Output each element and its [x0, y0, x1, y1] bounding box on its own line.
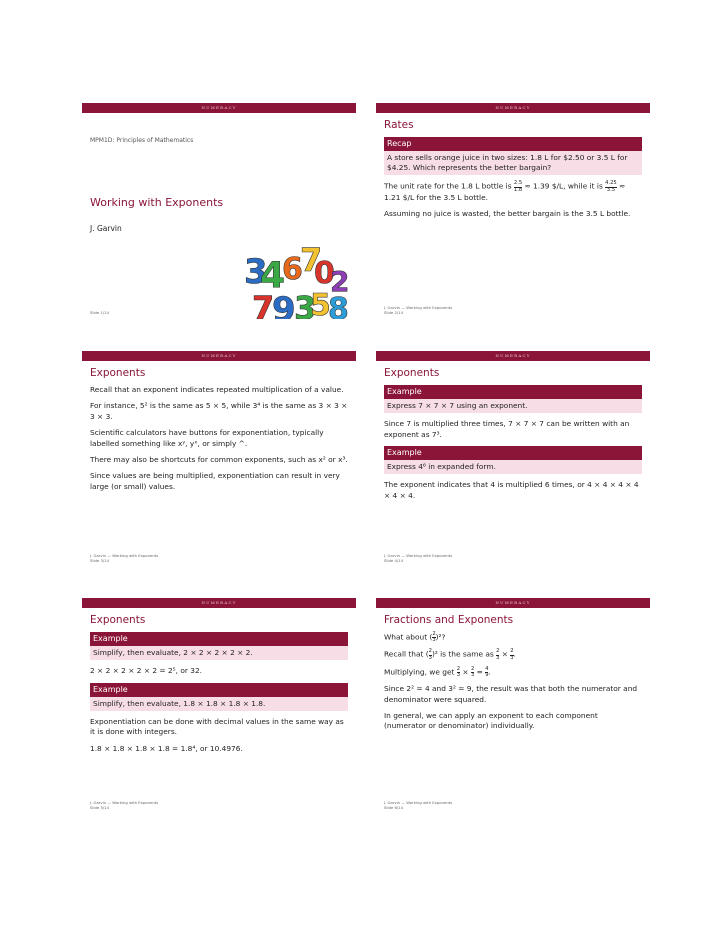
block-title: Example [90, 632, 348, 646]
svg-text:7: 7 [300, 243, 323, 279]
paragraph: Scientific calculators have buttons for exponentiation, typically labelled something like xʸ, yˣ, or simply ^. [90, 428, 324, 448]
example-block [90, 632, 348, 660]
svg-text:8: 8 [328, 292, 349, 323]
slide-footer: J. Garvin — Working with Exponents Slide 4/14 [384, 553, 453, 563]
slide-footer: J. Garvin — Working with Exponents Slide 2/14 [384, 305, 453, 315]
svg-text:7: 7 [252, 289, 275, 323]
block-body: Express 4⁶ in expanded form. [384, 460, 642, 474]
paragraph: Since values are being multiplied, exponentiation can result in very large (or small) values. [90, 471, 340, 491]
fraction: $\frac{4}{9}$ [485, 665, 489, 678]
svg-text:2: 2 [330, 265, 350, 298]
paragraph: 1.8 × 1.8 × 1.8 × 1.8 = 1.8⁴, or 10.4976. [90, 743, 243, 753]
svg-text:5: 5 [310, 288, 331, 323]
slide-header: NUMERACY [376, 351, 650, 361]
svg-text:3: 3 [244, 252, 268, 292]
slide-header: NUMERACY [376, 598, 650, 608]
block-title: Recap [384, 137, 642, 151]
slide-header: NUMERACY [82, 598, 356, 608]
slide-4 [376, 351, 650, 567]
slide-title: Fractions and Exponents [384, 614, 514, 626]
fraction: $\frac{2}{3}$ [510, 648, 514, 661]
paragraph: Exponentiation can be done with decimal values in the same way as it is done with integers. [90, 716, 344, 737]
slide-header: NUMERACY [82, 351, 356, 361]
numbers-image [242, 243, 352, 323]
slide-number: Slide 4/14 [384, 558, 403, 563]
slide-number: Slide 6/14 [384, 805, 403, 810]
example-block [384, 446, 642, 474]
author: J. Garvin [90, 224, 122, 233]
paragraph: Recall that ( $\frac{2}{3}$ )² is the same as $\frac{2}{3}$ × $\frac{2}{3}$ . [384, 648, 516, 661]
paragraph: In general, we can apply an exponent to each component (numerator or denominator) individually. [384, 710, 598, 731]
slide-body [384, 137, 642, 226]
paragraph: 2 × 2 × 2 × 2 × 2 = 2⁵, or 32. [90, 666, 202, 676]
example-block [384, 385, 642, 413]
example-block [90, 683, 348, 711]
fraction: $\frac{2.5}{1.8}$ [513, 180, 523, 193]
slide-header: NUMERACY [82, 103, 356, 113]
recap-block [384, 137, 642, 175]
svg-text:4: 4 [260, 255, 286, 296]
slide-title: Rates [384, 119, 414, 131]
slide-footer: J. Garvin — Working with Exponents Slide 3/14 [90, 553, 159, 563]
paragraph: The exponent indicates that 4 is multiplied 6 times, or 4 × 4 × 4 × 4 × 4 × 4. [384, 480, 639, 500]
course-name: MPM1D: Principles of Mathematics [90, 137, 194, 144]
paragraph: The unit rate for the 1.8 L bottle is $\frac{2.5}{1.8}$ ≈ 1.39 $/L, while it is $\frac{4.25}{3.5}$ ≈ 1.21 $/L for the 3.5 L bottle. [384, 180, 626, 202]
block-title: Example [384, 446, 642, 460]
slide-body [384, 632, 642, 738]
fraction: $\frac{2}{3}$ [470, 665, 475, 678]
paragraph: Recall that an exponent indicates repeated multiplication of a value. [90, 385, 344, 394]
block-body: Express 7 × 7 × 7 using an exponent. [384, 399, 642, 413]
block-title: Example [384, 385, 642, 399]
paragraph: What about ( $\frac{2}{3}$ )²? [384, 631, 446, 644]
slide-number: Slide 1/14 [90, 310, 109, 315]
fraction: $\frac{2}{3}$ [432, 631, 436, 644]
presentation-title: Working with Exponents [90, 196, 224, 209]
slide-body [90, 632, 348, 760]
paragraph: Since 7 is multiplied three times, 7 × 7 × 7 can be written with an exponent as 7³. [384, 419, 630, 439]
slide-footer: J. Garvin — Working with Exponents Slide 6/14 [384, 800, 453, 810]
slide-title: Exponents [90, 614, 146, 626]
slide-body [90, 385, 348, 498]
slide-5 [82, 598, 356, 814]
block-body: A store sells orange juice in two sizes: 1.8 L for $2.50 or 3.5 L for $4.25. Which represents the better bargain? [384, 151, 642, 175]
block-title: Example [90, 683, 348, 697]
paragraph: There may also be shortcuts for common exponents, such as x² or x³. [90, 455, 348, 465]
fraction: $\frac{4.25}{3.5}$ [605, 180, 617, 193]
slide-3 [82, 351, 356, 567]
fraction: $\frac{2}{3}$ [496, 648, 500, 661]
slide-2 [376, 103, 650, 319]
paragraph: Multiplying, we get $\frac{2}{3}$ × $\frac{2}{3}$ = $\frac{4}{9}$ . [384, 665, 491, 678]
paragraph: Since 2² = 4 and 3² = 9, the result was that both the numerator and denominator were squared. [384, 684, 638, 704]
svg-text:0: 0 [314, 256, 335, 291]
slide-body [384, 385, 642, 507]
slide-footer [90, 305, 109, 315]
slide-title: Exponents [90, 367, 146, 379]
block-body: Simplify, then evaluate, 1.8 × 1.8 × 1.8 × 1.8. [90, 697, 348, 711]
slide-number: Slide 5/14 [90, 805, 109, 810]
svg-text:9: 9 [272, 290, 296, 323]
slide-1 [82, 103, 356, 323]
slide-header: NUMERACY [376, 103, 650, 113]
block-body: Simplify, then evaluate, 2 × 2 × 2 × 2 × 2. [90, 646, 348, 660]
slide-title: Exponents [384, 367, 440, 379]
slide-footer: J. Garvin — Working with Exponents Slide 5/14 [90, 800, 159, 810]
fraction: $\frac{2}{3}$ [456, 665, 461, 678]
svg-text:3: 3 [294, 289, 317, 323]
slide-number: Slide 2/14 [384, 310, 403, 315]
fraction: $\frac{2}{3}$ [428, 648, 432, 661]
slide-6 [376, 598, 650, 814]
paragraph: Assuming no juice is wasted, the better bargain is the 3.5 L bottle. [384, 209, 631, 219]
svg-text:6: 6 [282, 252, 303, 287]
paragraph: For instance, 5² is the same as 5 × 5, while 3⁴ is the same as 3 × 3 × 3 × 3. [90, 401, 348, 421]
slide-number: Slide 3/14 [90, 558, 109, 563]
